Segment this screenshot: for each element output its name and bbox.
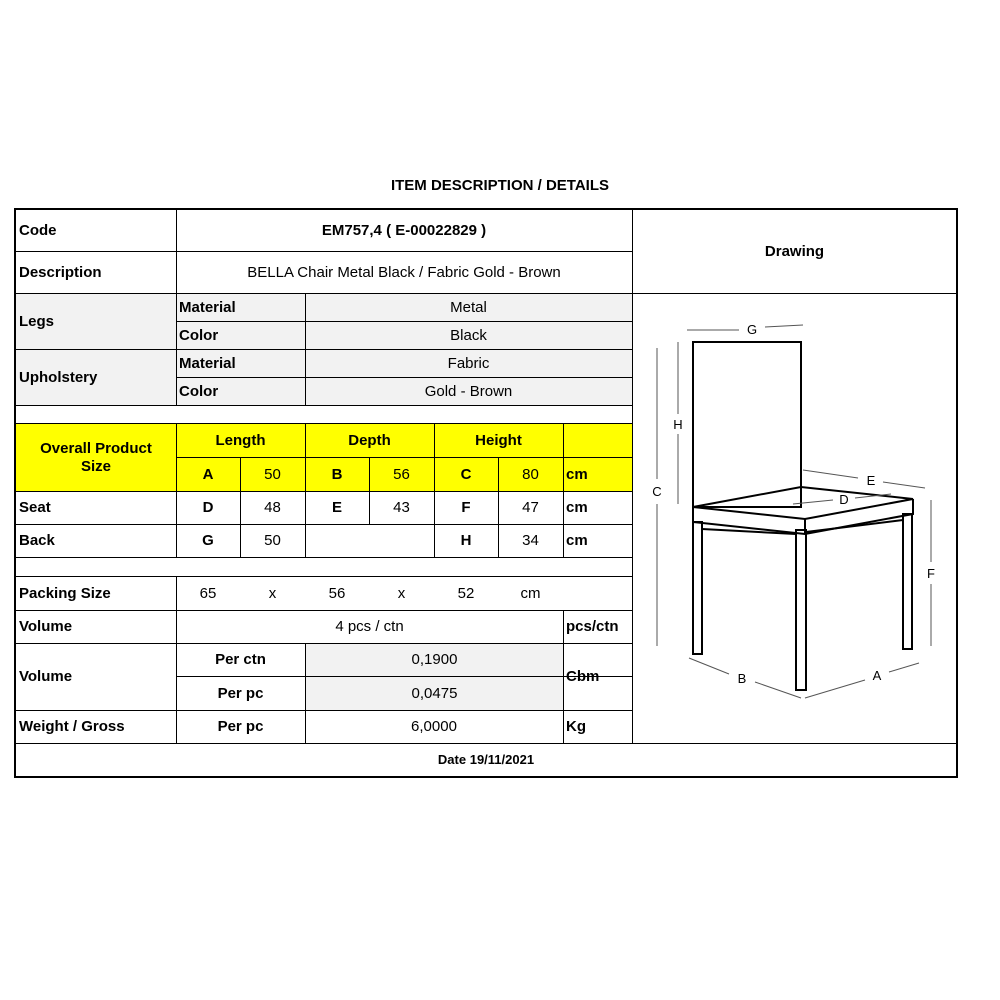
weight-label: Weight / Gross (19, 718, 125, 735)
volume-cbm-unit: Cbm (566, 668, 600, 685)
legs-material-value: Metal (450, 298, 487, 316)
legs-color-label: Color (179, 326, 219, 344)
dim-c-letter: C (460, 465, 472, 483)
dim-label-c: C (652, 484, 662, 499)
dim-label-g: G (746, 322, 758, 337)
length-header: Length (215, 431, 266, 449)
code-value: EM757,4 ( E-00022829 ) (321, 221, 487, 239)
upholstery-label: Upholstery (19, 368, 98, 386)
dim-f-letter: F (461, 499, 471, 516)
document-date: Date 19/11/2021 (437, 752, 535, 768)
chair-dimension-diagram (633, 294, 956, 744)
legs-material-label: Material (179, 298, 236, 316)
dim-h-letter: H (460, 532, 472, 549)
dim-label-h: H (673, 417, 683, 432)
dim-label-d: D (839, 492, 849, 507)
dim-label-e: E (866, 473, 876, 488)
per-pc-volume-value: 0,0475 (306, 677, 563, 710)
dim-d-letter: D (202, 499, 214, 516)
dim-e-value: 43 (393, 499, 410, 516)
dim-g-value: 50 (264, 532, 281, 549)
drawing-label: Drawing (764, 242, 825, 260)
volume-cbm-label: Volume (19, 668, 73, 685)
volume-pcs-unit: pcs/ctn (566, 618, 619, 635)
dim-d-value: 48 (264, 499, 281, 516)
upholstery-material-label: Material (179, 354, 236, 372)
upholstery-color-value: Gold - Brown (424, 382, 513, 400)
packing-x-1: x (268, 584, 277, 602)
packing-x-2: x (397, 584, 406, 602)
dim-a-value: 50 (264, 465, 281, 483)
chair-drawing (633, 294, 956, 744)
per-pc-volume-label: Per pc (217, 684, 264, 702)
legs-color-value: Black (450, 326, 487, 344)
dim-h-value: 34 (522, 532, 539, 549)
upholstery-material-value: Fabric (447, 354, 490, 372)
document-title: ITEM DESCRIPTION / DETAILS (390, 177, 610, 194)
dim-e-letter: E (331, 499, 342, 516)
height-header: Height (475, 431, 522, 449)
packing-size-label: Packing Size (19, 584, 111, 602)
dim-a-letter: A (202, 465, 214, 483)
per-ctn-value: 0,1900 (306, 644, 563, 676)
packing-unit: cm (520, 584, 541, 602)
description-label: Description (19, 263, 102, 281)
dim-f-value: 47 (522, 499, 539, 516)
seat-unit: cm (566, 499, 588, 516)
upholstery-color-label: Color (179, 382, 219, 400)
overall-size-label: Overall Product Size (40, 439, 152, 475)
packing-width: 56 (328, 584, 346, 602)
weight-value: 6,0000 (411, 718, 457, 735)
volume-pcs-label: Volume (19, 618, 73, 635)
seat-label: Seat (19, 499, 51, 516)
dim-label-b: B (737, 671, 747, 686)
description-value: BELLA Chair Metal Black / Fabric Gold - Brown (247, 263, 561, 281)
details-table (14, 208, 958, 778)
dim-label-f: F (927, 566, 935, 581)
dim-label-a: A (872, 668, 882, 683)
code-label: Code (19, 221, 57, 239)
dim-b-letter: B (331, 465, 343, 483)
weight-unit: Kg (566, 718, 586, 735)
packing-height: 52 (457, 584, 475, 602)
overall-unit: cm (566, 465, 588, 483)
legs-label: Legs (19, 312, 55, 330)
back-unit: cm (566, 532, 588, 549)
volume-pcs-value: 4 pcs / ctn (335, 618, 404, 635)
dim-b-value: 56 (393, 465, 410, 483)
depth-header: Depth (348, 431, 391, 449)
dim-c-value: 80 (522, 465, 539, 483)
per-ctn-label: Per ctn (215, 651, 266, 668)
packing-length: 65 (199, 584, 217, 602)
weight-per-pc-label: Per pc (217, 718, 264, 735)
back-label: Back (19, 532, 55, 549)
dim-g-letter: G (202, 532, 214, 549)
